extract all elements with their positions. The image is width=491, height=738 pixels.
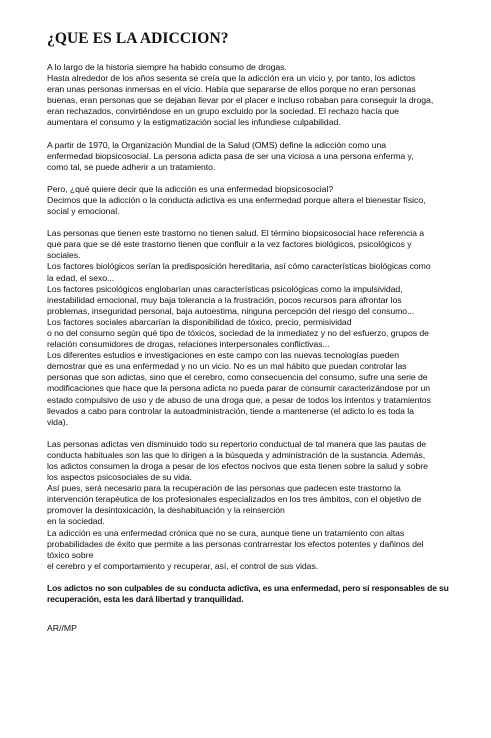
text-line: eran unas personas inmersas en el vicio. Había que separarse de ellos porque no eran personas bbox=[47, 84, 416, 95]
text-line: los aspectos psicosociales de su vida. bbox=[47, 472, 192, 483]
conclusion-paragraph bbox=[47, 583, 475, 605]
text-line: aumentara el consumo y la estigmatización social les infundiese culpabilidad. bbox=[47, 117, 341, 128]
text-line: A lo largo de la historia siempre ha habido consumo de drogas. bbox=[47, 62, 287, 72]
text-line: eran rechazados, convirtiéndose en un grupo excluido por la sociedad. El rechazo hacía que bbox=[47, 106, 399, 117]
text-line: intervención terapéutica de los profesionales especializados en los tres ámbitos, con el objetivo de bbox=[47, 494, 422, 505]
text-line: La adicción es una enfermedad crónica que no se cura, aunque tiene un tratamiento con altas bbox=[47, 527, 405, 538]
text-line: Las personas que tienen este trastorno no tienen salud. El término biopsicosocial hace referencia a bbox=[47, 228, 425, 239]
text-line: Pero, ¿qué quiere decir que la adicción es una enfermedad biopsicosocial? bbox=[47, 183, 334, 194]
paragraph bbox=[47, 140, 475, 173]
signature: AR//MP bbox=[47, 623, 77, 634]
text-line: estado compulsivo de uso y de abuso de una droga que, a pesar de todos los intentos y tratamientos bbox=[47, 394, 431, 405]
document-title: ¿QUE ES LA ADICCION? bbox=[47, 30, 229, 47]
text-line: personas que son adictas, sino que el cerebro, como consecuencia del consumo, sufre una serie de bbox=[47, 372, 428, 383]
text-line: Hasta alrededor de los años sesenta se creía que la adicción era un vicio y, por tanto, los adictos bbox=[47, 73, 416, 84]
text-line: Así pues, será necesario para la recuperación de las personas que padecen este trastorno la bbox=[47, 483, 401, 494]
text-line: el cerebro y el comportamiento y recuperar, así, el control de sus vidas. bbox=[47, 560, 319, 571]
text-line: sociales. bbox=[47, 250, 81, 261]
text-line: social y emocional. bbox=[47, 206, 120, 217]
text-line: tóxico sobre bbox=[47, 549, 94, 560]
text-line: Los adictos no son culpables de su conducta adictiva, es una enfermedad, pero sí responsables de su bbox=[47, 582, 449, 593]
paragraph bbox=[47, 184, 475, 217]
text-line: buenas, eran personas que se dejaban llevar por el placer e incluso robaban para conseguir la droga, bbox=[47, 95, 434, 106]
text-line: A partir de 1970, la Organización Mundial de la Salud (OMS) define la adicción como una bbox=[47, 139, 387, 150]
text-line: enfermedad biopsicosocial. La persona adicta pasa de ser una viciosa a una persona enferma y, bbox=[47, 150, 414, 161]
text-line: que para que se dé este trastorno tienen que confluir a la vez factores biológicos, psicológicos y bbox=[47, 239, 412, 250]
text-line: Los diferentes estudios e investigaciones en este campo con las nuevas tecnologías pueden bbox=[47, 350, 399, 361]
text-line: como tal, se puede adherir a un tratamiento. bbox=[47, 161, 216, 172]
text-line: o no del consumo según qué tipo de tóxicos, sociedad de la inmediatez y no del esfuerzo, grupos de bbox=[47, 327, 429, 338]
text-line: recuperación, esta les dará libertad y tranquilidad. bbox=[47, 594, 244, 605]
text-line: en la sociedad. bbox=[47, 516, 105, 527]
text-line: los adictos consumen la droga a pesar de los efectos nocivos que esta tienen sobre la salud y sobre bbox=[47, 461, 428, 471]
text-line: relación consumidores de drogas, relaciones interpersonales conflictivas... bbox=[47, 339, 330, 350]
text-line: probabilidades de éxito que permite a las personas contrarrestar los efectos potentes y dañinos del bbox=[47, 538, 424, 549]
text-line: Los factores psicológicos englobarían unas características psicológicas como la impulsividad, bbox=[47, 283, 403, 294]
text-line: promover la desintoxicación, la deshabituación y la reinserción bbox=[47, 505, 285, 516]
paragraph bbox=[47, 228, 475, 428]
text-line: inestabilidad emocional, muy baja tolerancia a la frustración, pocos recursos para afrontar los bbox=[47, 294, 402, 305]
text-line: Decimos que la adicción o la conducta adictiva es una enfermedad porque altera el bienestar físico, bbox=[47, 194, 426, 205]
text-line: modificaciones que hace que la persona adicta no pueda parar de consumir caracterizándose por un bbox=[47, 383, 431, 394]
text-line: Los factores sociales abarcarían la disponibilidad de tóxico, precio, permisividad bbox=[47, 316, 352, 327]
text-line: problemas, inseguridad personal, baja autoestima, ninguna percepción del riesgo del consumo... bbox=[47, 305, 415, 316]
text-line: vida). bbox=[47, 416, 68, 427]
paragraph bbox=[47, 62, 475, 129]
text-line: llevados a cabo para controlar la autoadministración, tiende a mantenerse (el adicto lo es toda la bbox=[47, 405, 414, 416]
document-body bbox=[47, 62, 475, 605]
text-line: Los factores biológicos serían la predisposición hereditaria, así cómo características biológicas como bbox=[47, 261, 431, 272]
text-line: demostrar que es una enfermedad y no un vicio. No es un mal hábito que puedan controlar las bbox=[47, 361, 407, 372]
text-line: la edad, el sexo... bbox=[47, 272, 115, 283]
paragraph bbox=[47, 439, 475, 572]
text-line: conducta habituales son las que lo dirigen a la búsqueda y administración de la sustancia. Además, bbox=[47, 449, 426, 460]
text-line: Las personas adictas ven disminuido todo su repertorio conductual de tal manera que las pautas de bbox=[47, 438, 427, 449]
